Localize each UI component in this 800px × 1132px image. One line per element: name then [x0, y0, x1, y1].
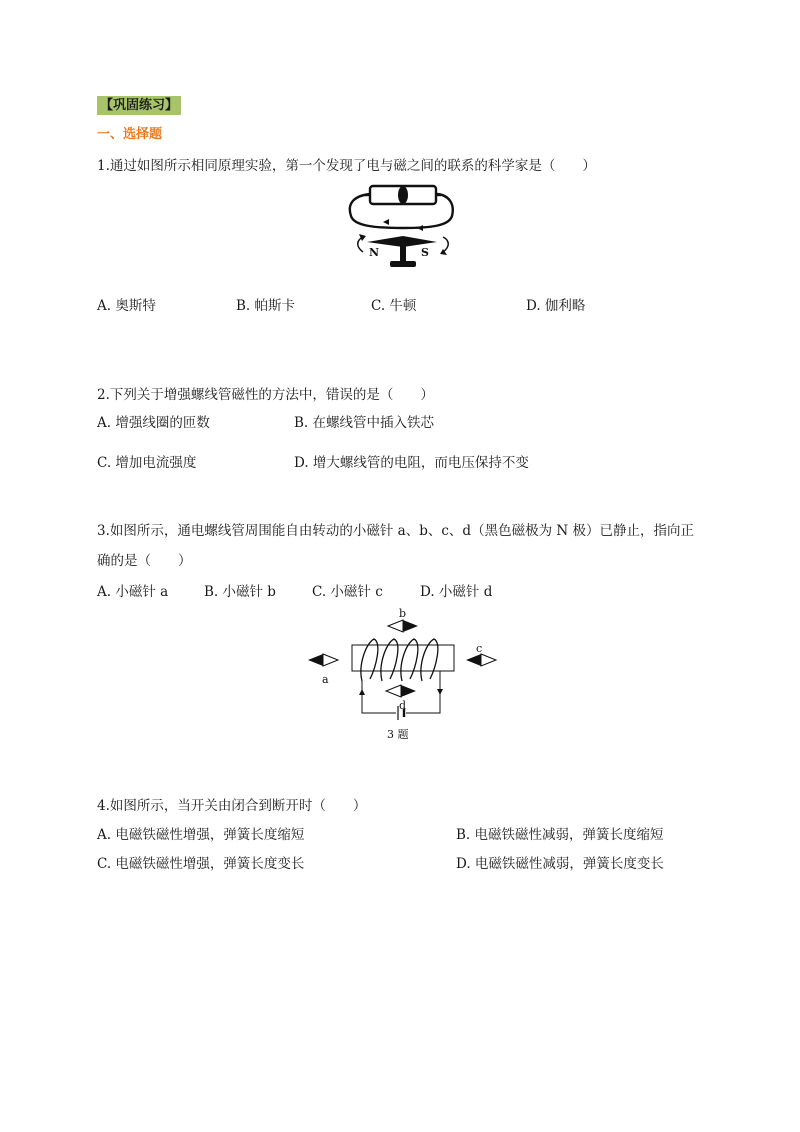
q1-option-a: A. 奥斯特 [97, 298, 156, 314]
q1-compass-base [390, 261, 416, 267]
q3-label-a: a [322, 673, 329, 686]
q1-option-c: C. 牛顿 [371, 298, 417, 314]
q1-label-s: S [421, 246, 429, 259]
q3-stem-line2: 确的是（ ） [97, 553, 192, 569]
q1-current-arrow [417, 225, 423, 231]
q3-needle-a [308, 654, 338, 666]
q4-stem: 4.如图所示，当开关由闭合到断开时（ ） [97, 798, 367, 814]
q4-option-d: D. 电磁铁磁性减弱，弹簧长度变长 [456, 856, 664, 872]
q3-label-d: d [399, 699, 407, 712]
q3-figure-caption: 3 题 [387, 728, 409, 741]
q3-solenoid-figure [300, 605, 505, 750]
q2-option-a: A. 增强线圈的匝数 [97, 415, 210, 431]
q3-needle-b [388, 620, 418, 632]
q3-label-b: b [399, 607, 407, 620]
q3-current-arrow [437, 689, 443, 695]
q3-label-c: c [476, 642, 483, 655]
q2-option-d: D. 增大螺线管的电阻，而电压保持不变 [294, 455, 529, 471]
q3-option-d: D. 小磁针 d [420, 584, 493, 600]
q1-current-arrow [383, 219, 389, 225]
q1-compass-stand [400, 244, 406, 262]
q2-option-b: B. 在螺线管中插入铁芯 [294, 415, 435, 431]
q1-label-n: N [369, 246, 380, 259]
q3-wire-left [362, 681, 396, 713]
q3-stem-line1: 3.如图所示，通电螺线管周围能自由转动的小磁针 a、b、c、d（黑色磁极为 N 极）已静止，指向正 [97, 523, 694, 539]
q3-needle-c [466, 654, 496, 666]
section-tag: 【巩固练习】 [97, 96, 181, 115]
q4-option-b: B. 电磁铁磁性减弱，弹簧长度缩短 [456, 827, 664, 843]
section-title: 一、选择题 [97, 127, 163, 142]
q3-needle-d [386, 685, 416, 697]
q4-option-a: A. 电磁铁磁性增强，弹簧长度缩短 [97, 827, 305, 843]
q1-stem: 1.通过如图所示相同原理实验，第一个发现了电与磁之间的联系的科学家是（ ） [97, 158, 596, 174]
q3-option-c: C. 小磁针 c [312, 584, 383, 600]
q1-oersted-figure [345, 180, 460, 275]
q2-stem: 2.下列关于增强螺线管磁性的方法中，错误的是（ ） [97, 387, 434, 403]
q1-option-b: B. 帕斯卡 [236, 298, 296, 314]
q1-rotation-arrow-right [443, 237, 448, 252]
q2-option-c: C. 增加电流强度 [97, 455, 197, 471]
q1-battery-cap [398, 186, 408, 204]
q3-option-a: A. 小磁针 a [97, 584, 169, 600]
q1-option-d: D. 伽利略 [526, 298, 586, 314]
q3-option-b: B. 小磁针 b [204, 584, 276, 600]
q3-current-arrow [359, 689, 365, 695]
q4-option-c: C. 电磁铁磁性增强，弹簧长度变长 [97, 856, 305, 872]
